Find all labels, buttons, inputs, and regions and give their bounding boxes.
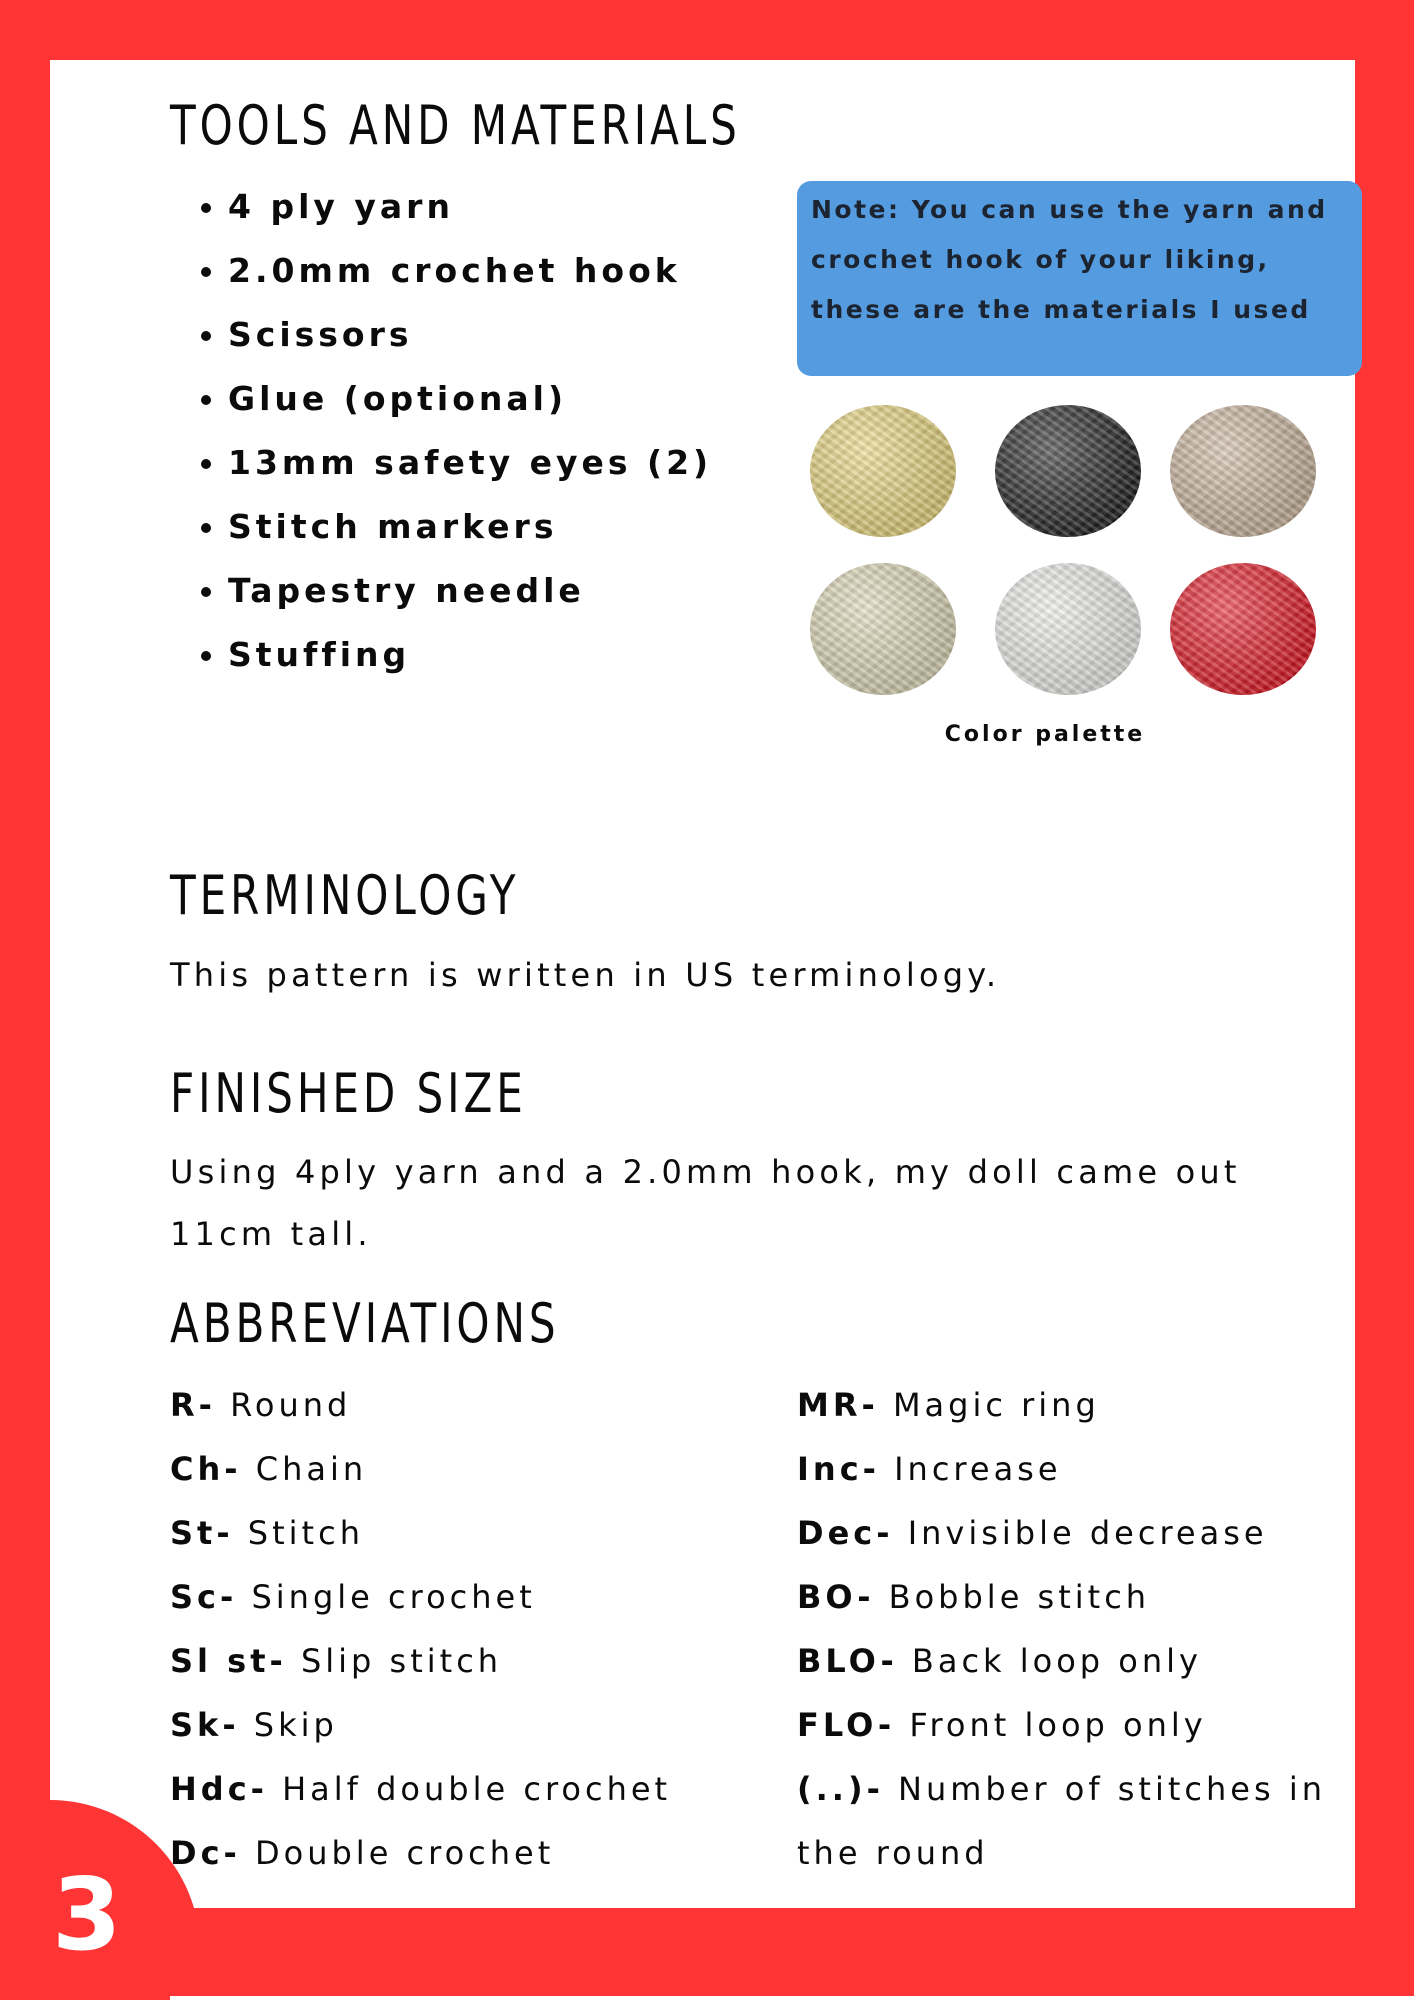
color-palette [800,395,1340,715]
abbreviation-value: Round [230,1386,352,1424]
abbreviation-key: Dec- [797,1514,894,1552]
yarn-ball-tan [1170,405,1316,537]
abbreviation-item [797,1373,1357,1437]
abbreviation-value: Back loop only [911,1642,1202,1680]
yarn-ball-white [995,563,1141,695]
abbreviations-right-column [797,1373,1357,1885]
page-number: 3 [52,1856,122,1973]
abbreviation-key: BO- [797,1578,875,1616]
finished-size-text: Using 4ply yarn and a 2.0mm hook, my doll came out 11cm tall. [170,1153,1241,1253]
abbreviation-item [170,1565,780,1629]
tool-item-yarn: • 4 ply yarn [228,175,788,239]
abbreviation-key: Ch- [170,1450,242,1488]
abbreviation-item [797,1629,1357,1693]
abbreviation-value: Slip stitch [300,1642,503,1680]
abbreviation-key: Sc- [170,1578,238,1616]
abbreviation-key: Sk- [170,1706,240,1744]
abbreviation-item [797,1501,1357,1565]
abbreviation-item [170,1757,780,1821]
tools-heading: TOOLS AND MATERIALS [170,94,741,157]
abbreviation-value: Bobble stitch [888,1578,1151,1616]
abbreviation-item [797,1437,1357,1501]
tool-item-hook: • 2.0mm crochet hook [228,239,788,303]
abbreviation-key: Dc- [170,1834,241,1872]
abbreviation-key: R- [170,1386,216,1424]
abbreviation-value: Skip [253,1706,338,1744]
abbreviations-left-column [170,1373,780,1885]
abbreviation-key: Sl st- [170,1642,287,1680]
abbreviation-value: Chain [255,1450,368,1488]
abbreviation-value: Stitch [247,1514,364,1552]
abbreviation-key: St- [170,1514,234,1552]
abbreviation-item [170,1373,780,1437]
abbreviation-value: Front loop only [909,1706,1207,1744]
tool-item-needle: • Tapestry needle [228,559,788,623]
abbreviation-item [797,1693,1357,1757]
tools-list [188,175,788,687]
tool-item-scissors: • Scissors [228,303,788,367]
abbreviation-value: Half double crochet [282,1770,672,1808]
finished-size-heading: FINISHED SIZE [170,1062,527,1125]
abbreviation-key: MR- [797,1386,879,1424]
abbreviation-item [170,1437,780,1501]
palette-caption: Color palette [944,722,1146,747]
yarn-ball-yellow [810,405,956,537]
abbreviation-key: Hdc- [170,1770,268,1808]
abbreviation-key: Inc- [797,1450,880,1488]
tool-item-markers: • Stitch markers [228,495,788,559]
yarn-ball-red [1170,563,1316,695]
tool-item-eyes: • 13mm safety eyes (2) [228,431,788,495]
abbreviation-item [170,1629,780,1693]
abbreviation-item [170,1693,780,1757]
abbreviation-value: Magic ring [892,1386,1100,1424]
abbreviation-value: Double crochet [254,1834,555,1872]
abbreviation-value: Increase [894,1450,1062,1488]
materials-note: Note: You can use the yarn and crochet hook of your liking, these are the materials I used [797,181,1362,376]
bottom-strip [170,1996,1414,2000]
abbreviation-item [797,1565,1357,1629]
tool-item-glue: • Glue (optional) [228,367,788,431]
abbreviation-item [797,1757,1357,1885]
terminology-heading: TERMINOLOGY [170,864,520,927]
abbreviation-key: (..)- [797,1770,884,1808]
terminology-text: This pattern is written in US terminology. [170,956,1001,994]
abbreviation-item [170,1821,780,1885]
tool-item-stuffing: • Stuffing [228,623,788,687]
yarn-ball-black [995,405,1141,537]
abbreviation-value: Single crochet [251,1578,536,1616]
abbreviation-key: BLO- [797,1642,898,1680]
abbreviation-value: Invisible decrease [907,1514,1268,1552]
yarn-ball-cream [810,563,956,695]
abbreviation-value: Number of stitches in the round [797,1770,1326,1872]
abbreviation-key: FLO- [797,1706,896,1744]
abbreviation-item [170,1501,780,1565]
abbreviations-heading: ABBREVIATIONS [170,1292,560,1355]
